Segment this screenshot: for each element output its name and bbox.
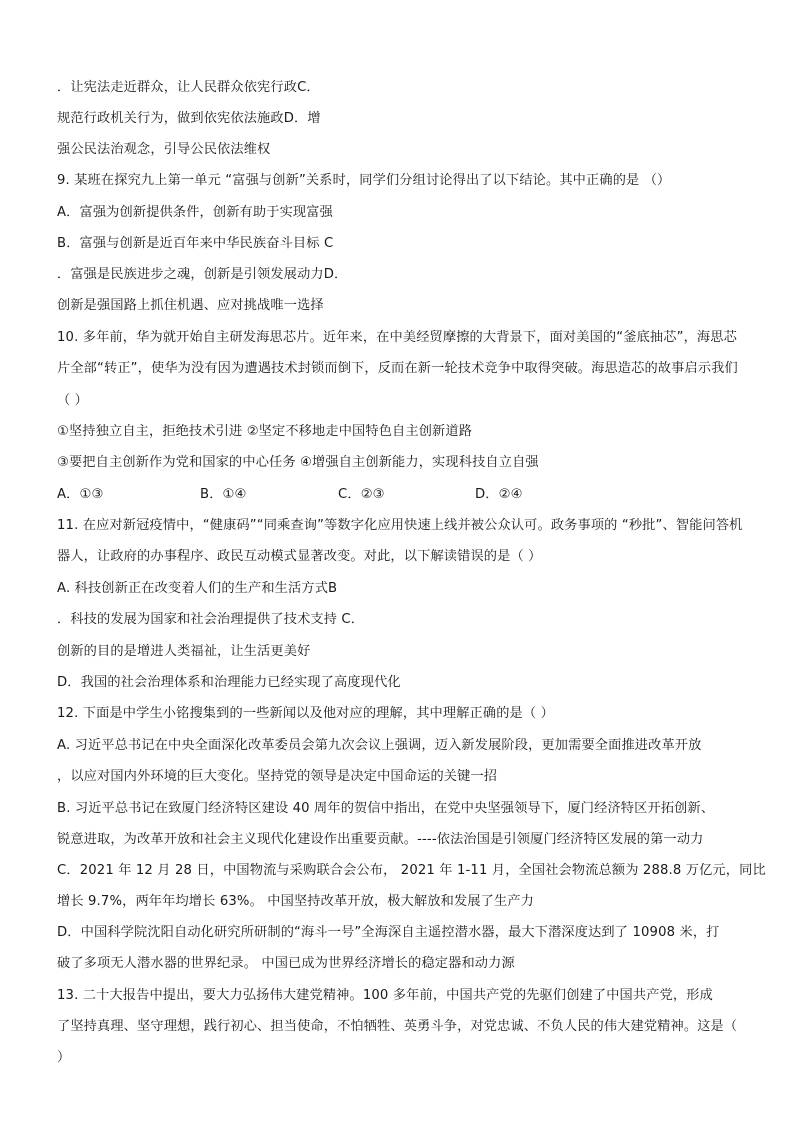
question-10-options — [57, 486, 523, 504]
question-12-stem: 12. 下面是中学生小铭搜集到的一些新闻以及他对应的理解，其中理解正确的是（ ） — [57, 706, 554, 721]
question-12-option-c: 增长 9.7%，两年年均增长 63%。 中国坚持改革开放，极大解放和发展了生产力 — [57, 894, 535, 909]
question-13-stem: 13. 二十大报告中提出，要大力弘扬伟大建党精神。100 多年前，中国共产党的先驱们创建了中国共产党，形成 — [57, 988, 713, 1003]
question-11-option-b: ．科技的发展为国家和社会治理提供了技术支持 C． — [57, 612, 365, 627]
question-10-stem: 10. 多年前，华为就开始自主研发海思芯片。近年来，在中美经贸摩擦的大背景下，面对美国的“釜底抽芯”，海思芯 — [57, 330, 737, 345]
question-11-option-c: 创新的目的是增进人类福祉，让生活更美好 — [57, 644, 311, 659]
question-12-option-c: C．2021 年 12 月 28 日，中国物流与采购联合会公布， 2021 年 1-11 月，全国社会物流总额为 288.8 万亿元，同比 — [57, 863, 766, 878]
question-9-option-c: ．富强是民族进步之魂，创新是引领发展动力D． — [57, 267, 348, 282]
answer-bracket: （ ） — [57, 393, 89, 408]
text-line: ．让宪法走近群众，让人民群众依宪行政C． — [57, 80, 320, 95]
question-11-option-d: D．我国的社会治理体系和治理能力已经实现了高度现代化 — [57, 675, 401, 690]
question-11-stem: 11. 在应对新冠疫情中，“健康码”“同乘查询”等数字化应用快速上线并被公众认可。政务事项的 “秒批”、智能问答机 — [57, 518, 743, 533]
question-9-option-b: B．富强与创新是近百年来中华民族奋斗目标 C — [57, 236, 334, 251]
option-d: D．②④ — [475, 487, 523, 502]
answer-bracket: ） — [57, 1050, 71, 1065]
question-10-statements: ③要把自主创新作为党和国家的中心任务 ④增强自主创新能力，实现科技自立自强 — [57, 455, 539, 470]
option-a: A．①③ — [57, 487, 104, 502]
option-c: C．②③ — [338, 487, 385, 502]
option-b: B．①④ — [200, 487, 247, 502]
question-12-option-a: A. 习近平总书记在中央全面深化改革委员会第九次会议上强调，迈入新发展阶段，更加需要全面推进改革开放 — [57, 738, 702, 753]
text-line: 规范行政机关行为，做到依宪依法施政D．增 — [57, 111, 321, 126]
question-11-stem: 器人，让政府的办事程序、政民互动模式显著改变。对此，以下解读错误的是（ ） — [57, 549, 542, 564]
question-12-option-d: D．中国科学院沈阳自动化研究所研制的“海斗一号”全海深自主遥控潜水器，最大下潜深度达到了 10908 米，打 — [57, 925, 720, 940]
question-9-option-d: 创新是强国路上抓住机遇、应对挑战唯一选择 — [57, 298, 324, 313]
question-9-stem: 9. 某班在探究九上第一单元 “富强与创新”关系时，同学们分组讨论得出了以下结论。其中正确的是 （） — [57, 173, 671, 188]
question-12-option-a: ，以应对国内外环境的巨大变化。坚持党的领导是决定中国命运的关键一招 — [57, 769, 498, 784]
question-11-option-a: A. 科技创新正在改变着人们的生产和生活方式B — [57, 581, 338, 596]
text-line: 强公民法治观念，引导公民依法维权 — [57, 142, 271, 157]
question-13-stem: 了坚持真理、坚守理想，践行初心、担当使命，不怕牺牲、英勇斗争，对党忠诚、不负人民的伟大建党精神。这是（ — [57, 1019, 738, 1034]
question-12-option-b: 锐意进取，为改革开放和社会主义现代化建设作出重要贡献。----依法治国是引领厦门经济特区发展的第一动力 — [57, 832, 704, 847]
question-12-option-b: B. 习近平总书记在致厦门经济特区建设 40 周年的贺信中指出，在党中央坚强领导下，厦门经济特区开拓创新、 — [57, 801, 715, 816]
question-10-statements: ①坚持独立自主，拒绝技术引进 ②坚定不移地走中国特色自主创新道路 — [57, 424, 473, 439]
question-9-option-a: A．富强为创新提供条件，创新有助于实现富强 — [57, 205, 333, 220]
question-10-stem: 片全部“转正”，使华为没有因为遭遇技术封锁而倒下，反而在新一轮技术竞争中取得突破。海思造芯的故事启示我们 — [57, 361, 738, 376]
question-12-option-d: 破了多项无人潜水器的世界纪录。 中国已成为世界经济增长的稳定器和动力源 — [57, 956, 515, 971]
